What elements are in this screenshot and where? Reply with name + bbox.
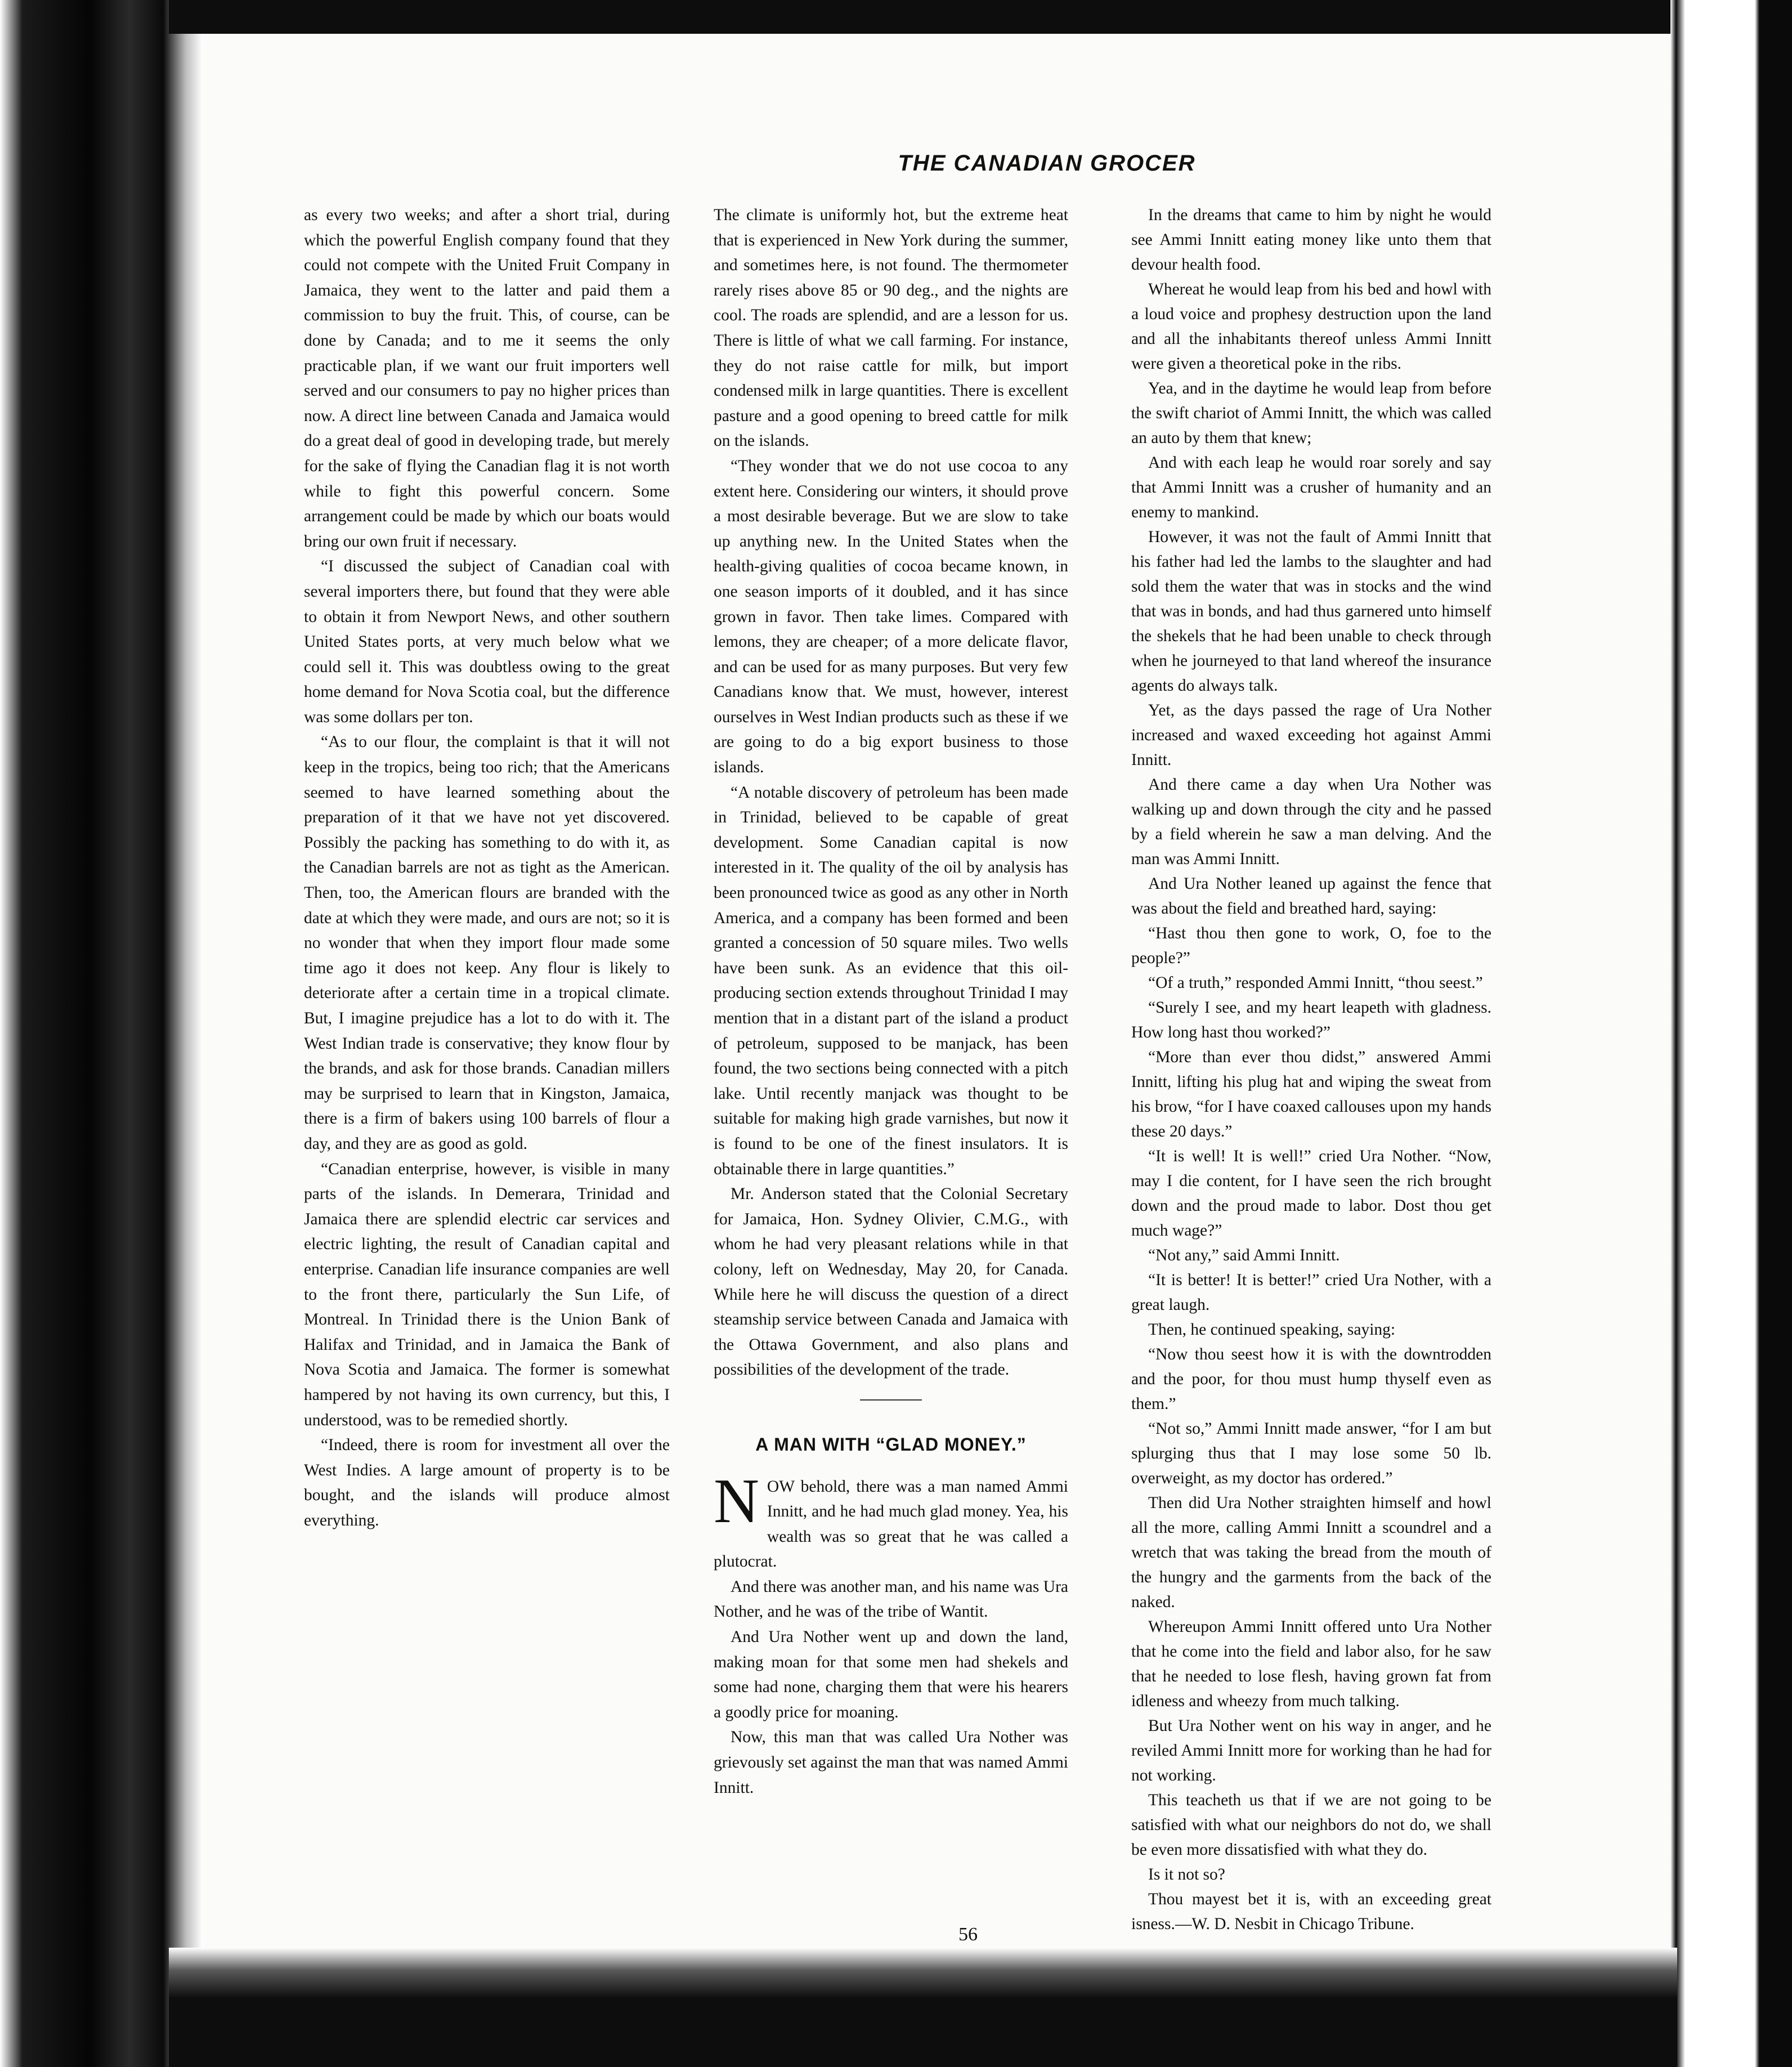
column-right <box>1131 203 1491 1936</box>
scan-top-border <box>169 0 1677 34</box>
paragraph: And Ura Nother leaned up against the fence that was about the field and breathed hard, saying: <box>1131 875 1491 918</box>
paragraph: But Ura Nother went on his way in anger, and he reviled Ammi Innitt more for working than he had for not working. <box>1131 1717 1491 1784</box>
paragraph: “A notable discovery of petroleum has been made in Trinidad, believed to be capable of great development. Some Canadian capital is now interested in it. The quality of the oil by analysis has been pronounced twice as good as any other in North America, and a company has been formed and been granted a concession of 50 square miles. Two wells have been sunk. As an evidence that this oil-producing section extends throughout Trinidad I may mention that in a distant part of the island a product of petroleum, supposed to be manjack, has been found, the two sections being connected with a pitch lake. Until recently manjack was thought to be suitable for making high grade varnishes, but now it is found to be one of the finest insulators. It is obtainable there in large quantities.” <box>714 783 1068 1178</box>
scan-bottom-border <box>169 1948 1677 2067</box>
page-header-title: THE CANADIAN GROCER <box>898 151 1196 176</box>
article-first-paragraph <box>714 1466 1068 1574</box>
book-binding-edge <box>0 0 208 2067</box>
paragraph: “Not any,” said Ammi Innitt. <box>1148 1246 1340 1264</box>
paragraph: Mr. Anderson stated that the Colonial Secretary for Jamaica, Hon. Sydney Olivier, C.M.G., with whom he had very pleasant relations while in that colony, left on Wednesday, May 20, for Canada. While here he will discuss the question of a direct steamship service between Canada and Jamaica with the Ottawa Government, and also plans and possibilities of the development of the trade. <box>714 1185 1068 1379</box>
paragraph: “Indeed, there is room for investment all over the West Indies. A large amount of property is to be bought, and the islands will produce almost everything. <box>304 1436 670 1529</box>
paragraph: as every two weeks; and after a short trial, during which the powerful English company found that they could not compete with the United Fruit Company in Jamaica, they went to the latter and paid them a commission to buy the fruit. This, of course, can be done by Canada; and to me it seems the only practicable plan, if we want our fruit importers well served and our consumers to pay no higher prices than now. A direct line between Canada and Jamaica would do a great deal of good in developing trade, but merely for the sake of flying the Canadian flag it is not worth while to fight this powerful concern. Some arrangement could be made by which our boats would bring our own fruit if necessary. <box>304 206 670 551</box>
paragraph: “Now thou seest how it is with the downtrodden and the poor, for thou must hump thyself even as them.” <box>1131 1345 1491 1413</box>
paragraph: And Ura Nother went up and down the land, making moan for that some men had shekels and some had none, charging them that were his hearers a goodly price for moaning. <box>714 1628 1068 1721</box>
drop-cap: N <box>714 1466 759 1536</box>
paragraph: “It is better! It is better!” cried Ura Nother, with a great laugh. <box>1131 1271 1491 1314</box>
paragraph: This teacheth us that if we are not going to be satisfied with what our neighbors do not do, we shall be even more dissatisfied with what they do. <box>1131 1791 1491 1859</box>
paragraph: Then, he continued speaking, saying: <box>1148 1321 1396 1339</box>
page-number: 56 <box>958 1924 978 1945</box>
paragraph: “Canadian enterprise, however, is visible in many parts of the islands. In Demerara, Trinidad and Jamaica there are splendid electric car services and electric lighting, the result of Canadian capital and enterprise. Canadian life insurance companies are well to the front there, particularly the Sun Life, of Montreal. In Trinidad there is the Union Bank of Halifax and Trinidad, and in Jamaica the Bank of Nova Scotia and Jamaica. The former is somewhat hampered by not having its own currency, but this, I understood, was to be remedied shortly. <box>304 1160 670 1429</box>
paragraph: Whereupon Ammi Innitt offered unto Ura Nother that he come into the field and labor also, for he saw that he needed to lose flesh, having grown fat from idleness and wheezy from much talking. <box>1131 1618 1491 1710</box>
paragraph: Is it not so? <box>1148 1865 1225 1883</box>
paragraph: The climate is uniformly hot, but the extreme heat that is experienced in New York during the summer, and sometimes here, is not found. The thermometer rarely rises above 85 or 90 deg., and the nights are cool. The roads are splendid, and are a lesson for us. There is little of what we call farming. For instance, they do not raise cattle for milk, but import condensed milk in large quantities. There is excellent pasture and a good opening to breed cattle for milk on the islands. <box>714 206 1068 450</box>
article-headline: A MAN WITH “GLAD MONEY.” <box>755 1434 1027 1455</box>
paragraph: Yea, and in the daytime he would leap from before the swift chariot of Ammi Innitt, the which was called an auto by them that knew; <box>1131 379 1491 447</box>
paragraph: “As to our flour, the complaint is that it will not keep in the tropics, being too rich; that the Americans seemed to have learned something about the preparation of it that we have not yet discovered. Possibly the packing has something to do with it, as the Canadian barrels are not as tight as the American. Then, too, the American flours are branded with the date at which they were made, and ours are not; so it is no wonder that when they import flour made some time ago it does not keep. Any flour is likely to deteriorate after a certain time in a tropical climate. But, I imagine prejudice has a lot to do with it. The West Indian trade is conservative; they know flour by the brands, and ask for those brands. Canadian millers may be surprised to learn that in Kingston, Jamaica, there is a firm of bakers using 100 barrels of flour a day, and they are as good as gold. <box>304 733 670 1153</box>
paragraph: However, it was not the fault of Ammi Innitt that his father had led the lambs to the slaughter and had sold them the water that was in stocks and the wind that was in bonds, and had thus garnered unto himself the shekels that he had been unable to check through when he journeyed to that land whereof the insurance agents do always talk. <box>1131 528 1491 695</box>
article-lead-text: OW behold, there was a man named Ammi Innitt, and he had much glad money. Yea, his wealth was so great that he was called a plutocrat. <box>714 1477 1068 1571</box>
paragraph: And there was another man, and his name was Ura Nother, and he was of the tribe of Wantit. <box>714 1577 1068 1621</box>
paragraph: Now, this man that was called Ura Nother was grievously set against the man that was named Ammi Innitt. <box>714 1728 1068 1797</box>
paragraph: “Not so,” Ammi Innitt made answer, “for I am but splurging thus that I may lose some 50 lb. overweight, as my doctor has ordered.” <box>1131 1420 1491 1487</box>
paragraph: Then did Ura Nother straighten himself and howl all the more, calling Ammi Innitt a scoundrel and a wretch that was taking the bread from the mouth of the hungry and the garments from the back of the naked. <box>1131 1494 1491 1611</box>
paragraph: And there came a day when Ura Nother was walking up and down through the city and he passed by a field wherein he saw a man delving. And the man was Ammi Innitt. <box>1131 776 1491 868</box>
paragraph: And with each leap he would roar sorely and say that Ammi Innitt was a crusher of humanity and an enemy to mankind. <box>1131 454 1491 521</box>
section-divider <box>860 1399 922 1401</box>
paragraph: “More than ever thou didst,” answered Ammi Innitt, lifting his plug hat and wiping the sweat from his brow, “for I have coaxed callouses upon my hands these 20 days.” <box>1131 1048 1491 1140</box>
paragraph: Whereat he would leap from his bed and howl with a loud voice and prophesy destruction upon the land and all the inhabitants thereof unless Ammi Innitt were given a theoretical poke in the ribs. <box>1131 280 1491 373</box>
paragraph: “Of a truth,” responded Ammi Innitt, “thou seest.” <box>1148 974 1483 992</box>
paragraph: “I discussed the subject of Canadian coal with several importers there, but found that they were able to obtain it from Newport News, and other southern United States ports, at very much below what we could sell it. This was doubtless owing to the great home demand for Nova Scotia coal, but the difference was some dollars per ton. <box>304 557 670 726</box>
column-middle <box>714 203 1068 1800</box>
paragraph: “They wonder that we do not use cocoa to any extent here. Considering our winters, it should prove a most desirable beverage. But we are slow to take up anything new. In the United States when the health-giving qualities of cocoa became known, in one season imports of it doubled, and it has since grown in favor. Then take limes. Compared with lemons, they are cheaper; of a more delicate flavor, and can be used for as many purposes. But very few Canadians know that. We must, however, interest ourselves in West Indian products such as these if we are going to do a big export business to those islands. <box>714 457 1068 777</box>
paragraph: “Surely I see, and my heart leapeth with gladness. How long hast thou worked?” <box>1131 999 1491 1041</box>
newspaper-page <box>203 34 1670 1948</box>
column-left <box>304 203 670 1533</box>
paragraph: Yet, as the days passed the rage of Ura Nother increased and waxed exceeding hot against Ammi Innitt. <box>1131 701 1491 769</box>
paragraph: In the dreams that came to him by night he would see Ammi Innitt eating money like unto them that devour health food. <box>1131 206 1491 274</box>
paragraph: Thou mayest bet it is, with an exceeding great isness.—W. D. Nesbit in Chicago Tribune. <box>1131 1890 1491 1933</box>
paragraph: “Hast thou then gone to work, O, foe to the people?” <box>1131 924 1491 967</box>
scan-right-border <box>1670 0 1792 2067</box>
paragraph: “It is well! It is well!” cried Ura Nother. “Now, may I die content, for I have seen the rich brought down and the proud made to labor. Dost thou get much wage?” <box>1131 1147 1491 1240</box>
